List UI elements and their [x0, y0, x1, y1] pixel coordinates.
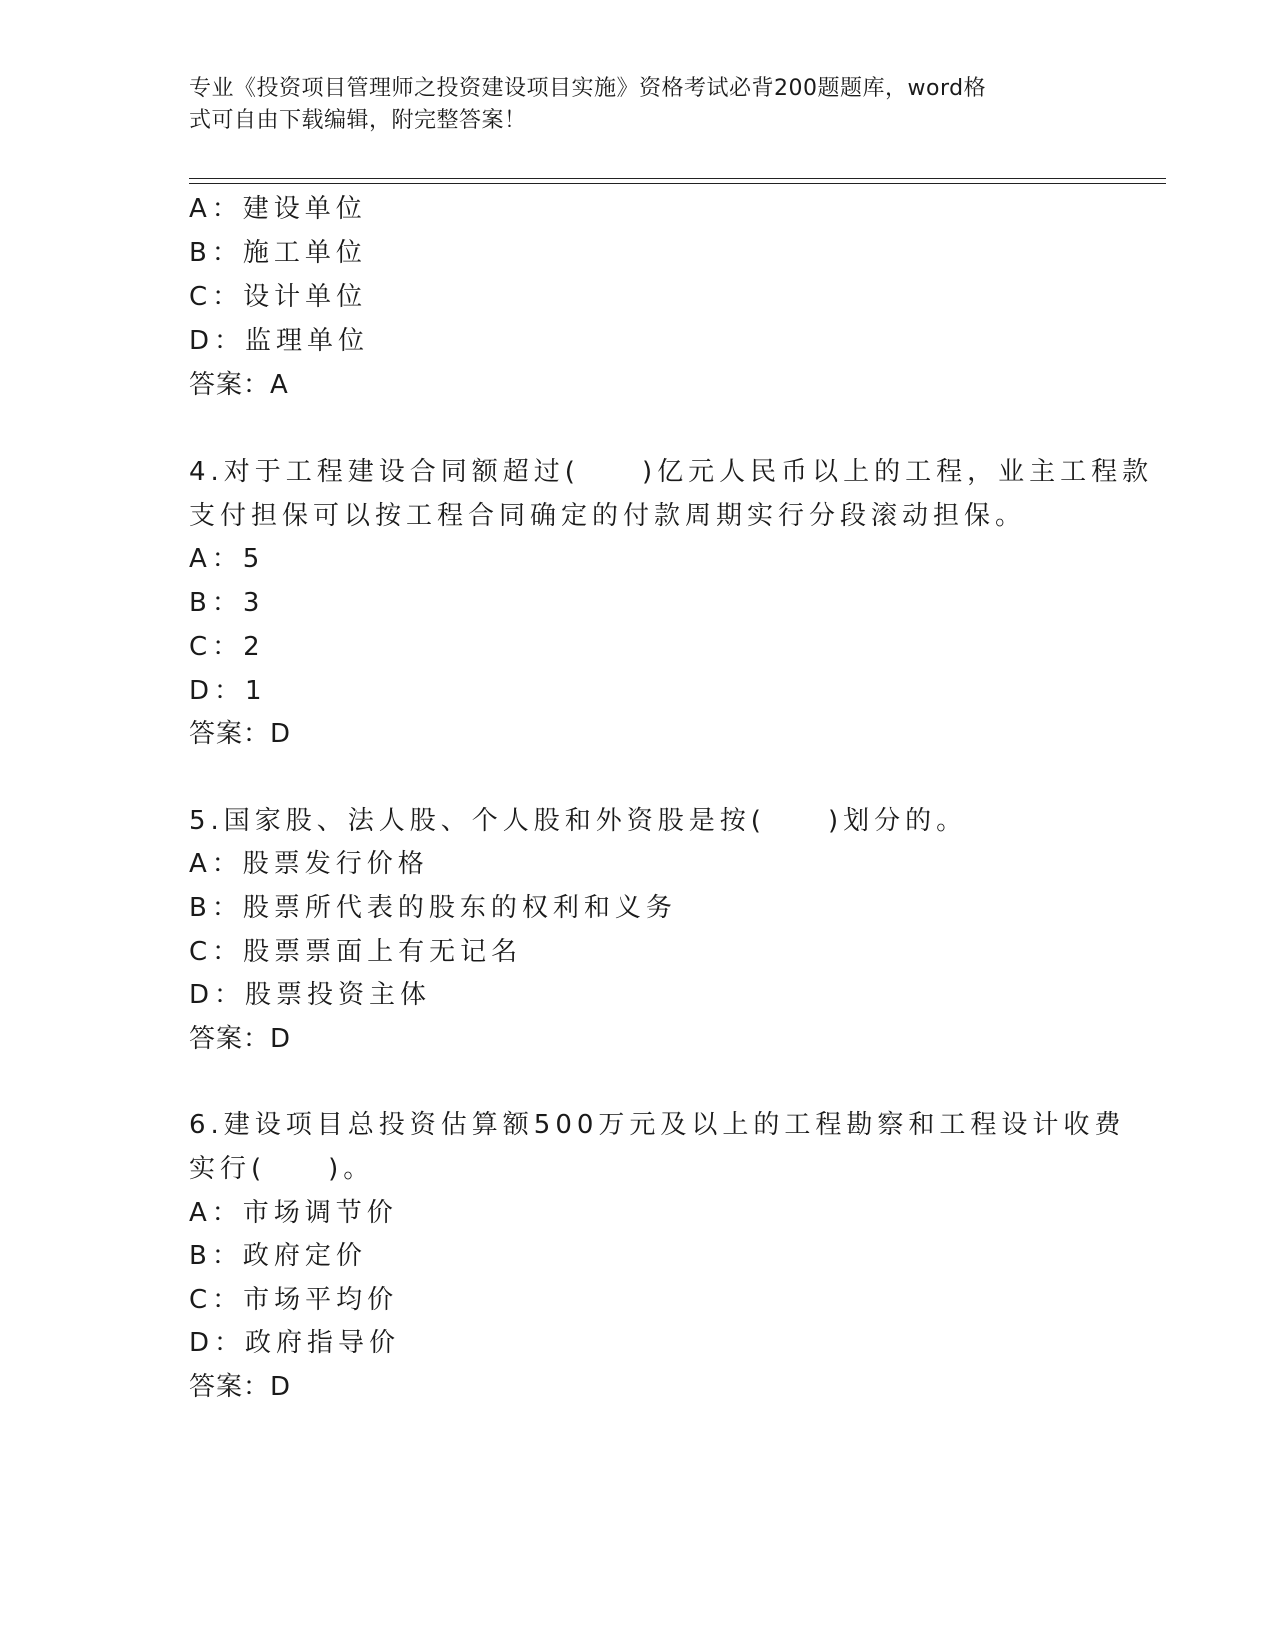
- q3-option-c: C：设计单位: [189, 282, 368, 312]
- q5-option-d: D：股票投资主体: [189, 980, 432, 1010]
- q4-stem-line-2: 支付担保可以按工程合同确定的付款周期实行分段滚动担保。: [189, 501, 1027, 531]
- q5-option-b: B：股票所代表的股东的权利和义务: [189, 893, 677, 923]
- q3-answer: 答案：A: [189, 370, 289, 400]
- q4-option-a: A：5: [189, 544, 265, 574]
- q5-answer: 答案：D: [189, 1024, 292, 1054]
- q4-stem-line-1: 4.对于工程建设合同额超过( )亿元人民币以上的工程，业主工程款: [189, 457, 1154, 487]
- q6-answer: 答案：D: [189, 1372, 292, 1402]
- q6-option-d: D：政府指导价: [189, 1328, 401, 1358]
- q4-answer: 答案：D: [189, 719, 292, 749]
- q6-option-a: A：市场调节价: [189, 1198, 398, 1228]
- header-divider-top: [189, 178, 1166, 179]
- q5-option-a: A：股票发行价格: [189, 849, 429, 879]
- q6-stem-line-2: 实行( )。: [189, 1154, 375, 1184]
- q3-option-b: B：施工单位: [189, 238, 367, 268]
- q3-option-d: D：监理单位: [189, 326, 370, 356]
- header-line-1: 专业《投资项目管理师之投资建设项目实施》资格考试必背200题题库，word格: [189, 76, 987, 101]
- q6-option-b: B：政府定价: [189, 1241, 367, 1271]
- document-header: [189, 73, 1089, 137]
- header-line-2: 式可自由下载编辑，附完整答案！: [189, 108, 527, 133]
- q3-option-a: A：建设单位: [189, 194, 367, 224]
- header-divider-bottom: [189, 183, 1166, 184]
- q5-stem-line-1: 5.国家股、法人股、个人股和外资股是按( )划分的。: [189, 806, 968, 836]
- q4-option-b: B：3: [189, 588, 265, 618]
- q4-option-c: C：2: [189, 632, 265, 662]
- q6-option-c: C：市场平均价: [189, 1285, 399, 1315]
- q4-option-d: D：1: [189, 676, 267, 706]
- q6-stem-line-1: 6.建设项目总投资估算额500万元及以上的工程勘察和工程设计收费: [189, 1110, 1126, 1140]
- q5-option-c: C：股票票面上有无记名: [189, 937, 523, 967]
